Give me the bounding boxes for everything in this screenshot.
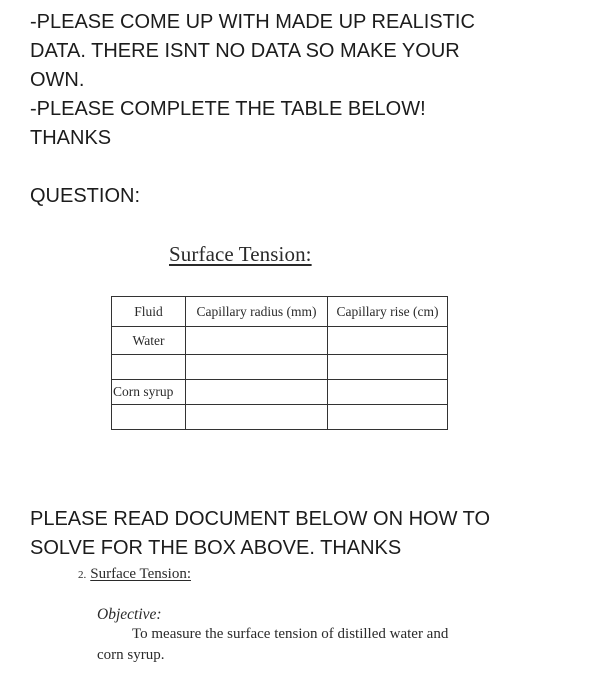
objective-label: Objective: bbox=[97, 606, 162, 623]
cell-radius bbox=[186, 380, 328, 405]
instructions-text bbox=[30, 8, 590, 153]
section-title: Surface Tension: bbox=[90, 566, 191, 582]
table-row bbox=[112, 327, 448, 355]
instruction-line: OWN. bbox=[30, 69, 85, 91]
header-fluid: Fluid bbox=[112, 297, 186, 327]
table-row bbox=[112, 405, 448, 430]
cell-fluid bbox=[112, 355, 186, 380]
objective-text: corn syrup. bbox=[97, 647, 165, 663]
instruction-line: DATA. THERE ISNT NO DATA SO MAKE YOUR bbox=[30, 40, 460, 62]
table-row bbox=[112, 380, 448, 405]
doc-section-heading bbox=[78, 566, 191, 583]
surface-tension-title: Surface Tension: bbox=[169, 242, 312, 266]
cell-fluid: Corn syrup bbox=[112, 380, 186, 405]
table-header-row bbox=[112, 297, 448, 327]
section-number: 2. bbox=[78, 569, 87, 581]
cell-radius bbox=[186, 405, 328, 430]
objective-text: To measure the surface tension of distilled water and bbox=[132, 626, 449, 642]
cell-radius bbox=[186, 327, 328, 355]
header-capillary-rise: Capillary rise (cm) bbox=[328, 297, 448, 327]
instruction-line: -PLEASE COME UP WITH MADE UP REALISTIC bbox=[30, 11, 475, 33]
capillary-data-table bbox=[111, 296, 448, 430]
instruction-line: -PLEASE COMPLETE THE TABLE BELOW! bbox=[30, 98, 426, 120]
note-line: SOLVE FOR THE BOX ABOVE. THANKS bbox=[30, 537, 402, 559]
cell-fluid bbox=[112, 405, 186, 430]
cell-rise bbox=[328, 355, 448, 380]
cell-fluid: Water bbox=[112, 327, 186, 355]
cell-rise bbox=[328, 380, 448, 405]
table-row bbox=[112, 355, 448, 380]
cell-radius bbox=[186, 355, 328, 380]
note-line: PLEASE READ DOCUMENT BELOW ON HOW TO bbox=[30, 508, 491, 530]
cell-rise bbox=[328, 327, 448, 355]
cell-rise bbox=[328, 405, 448, 430]
read-document-note bbox=[30, 505, 590, 563]
header-capillary-radius: Capillary radius (mm) bbox=[186, 297, 328, 327]
question-label: QUESTION: bbox=[30, 185, 141, 207]
instruction-line: THANKS bbox=[30, 127, 112, 149]
